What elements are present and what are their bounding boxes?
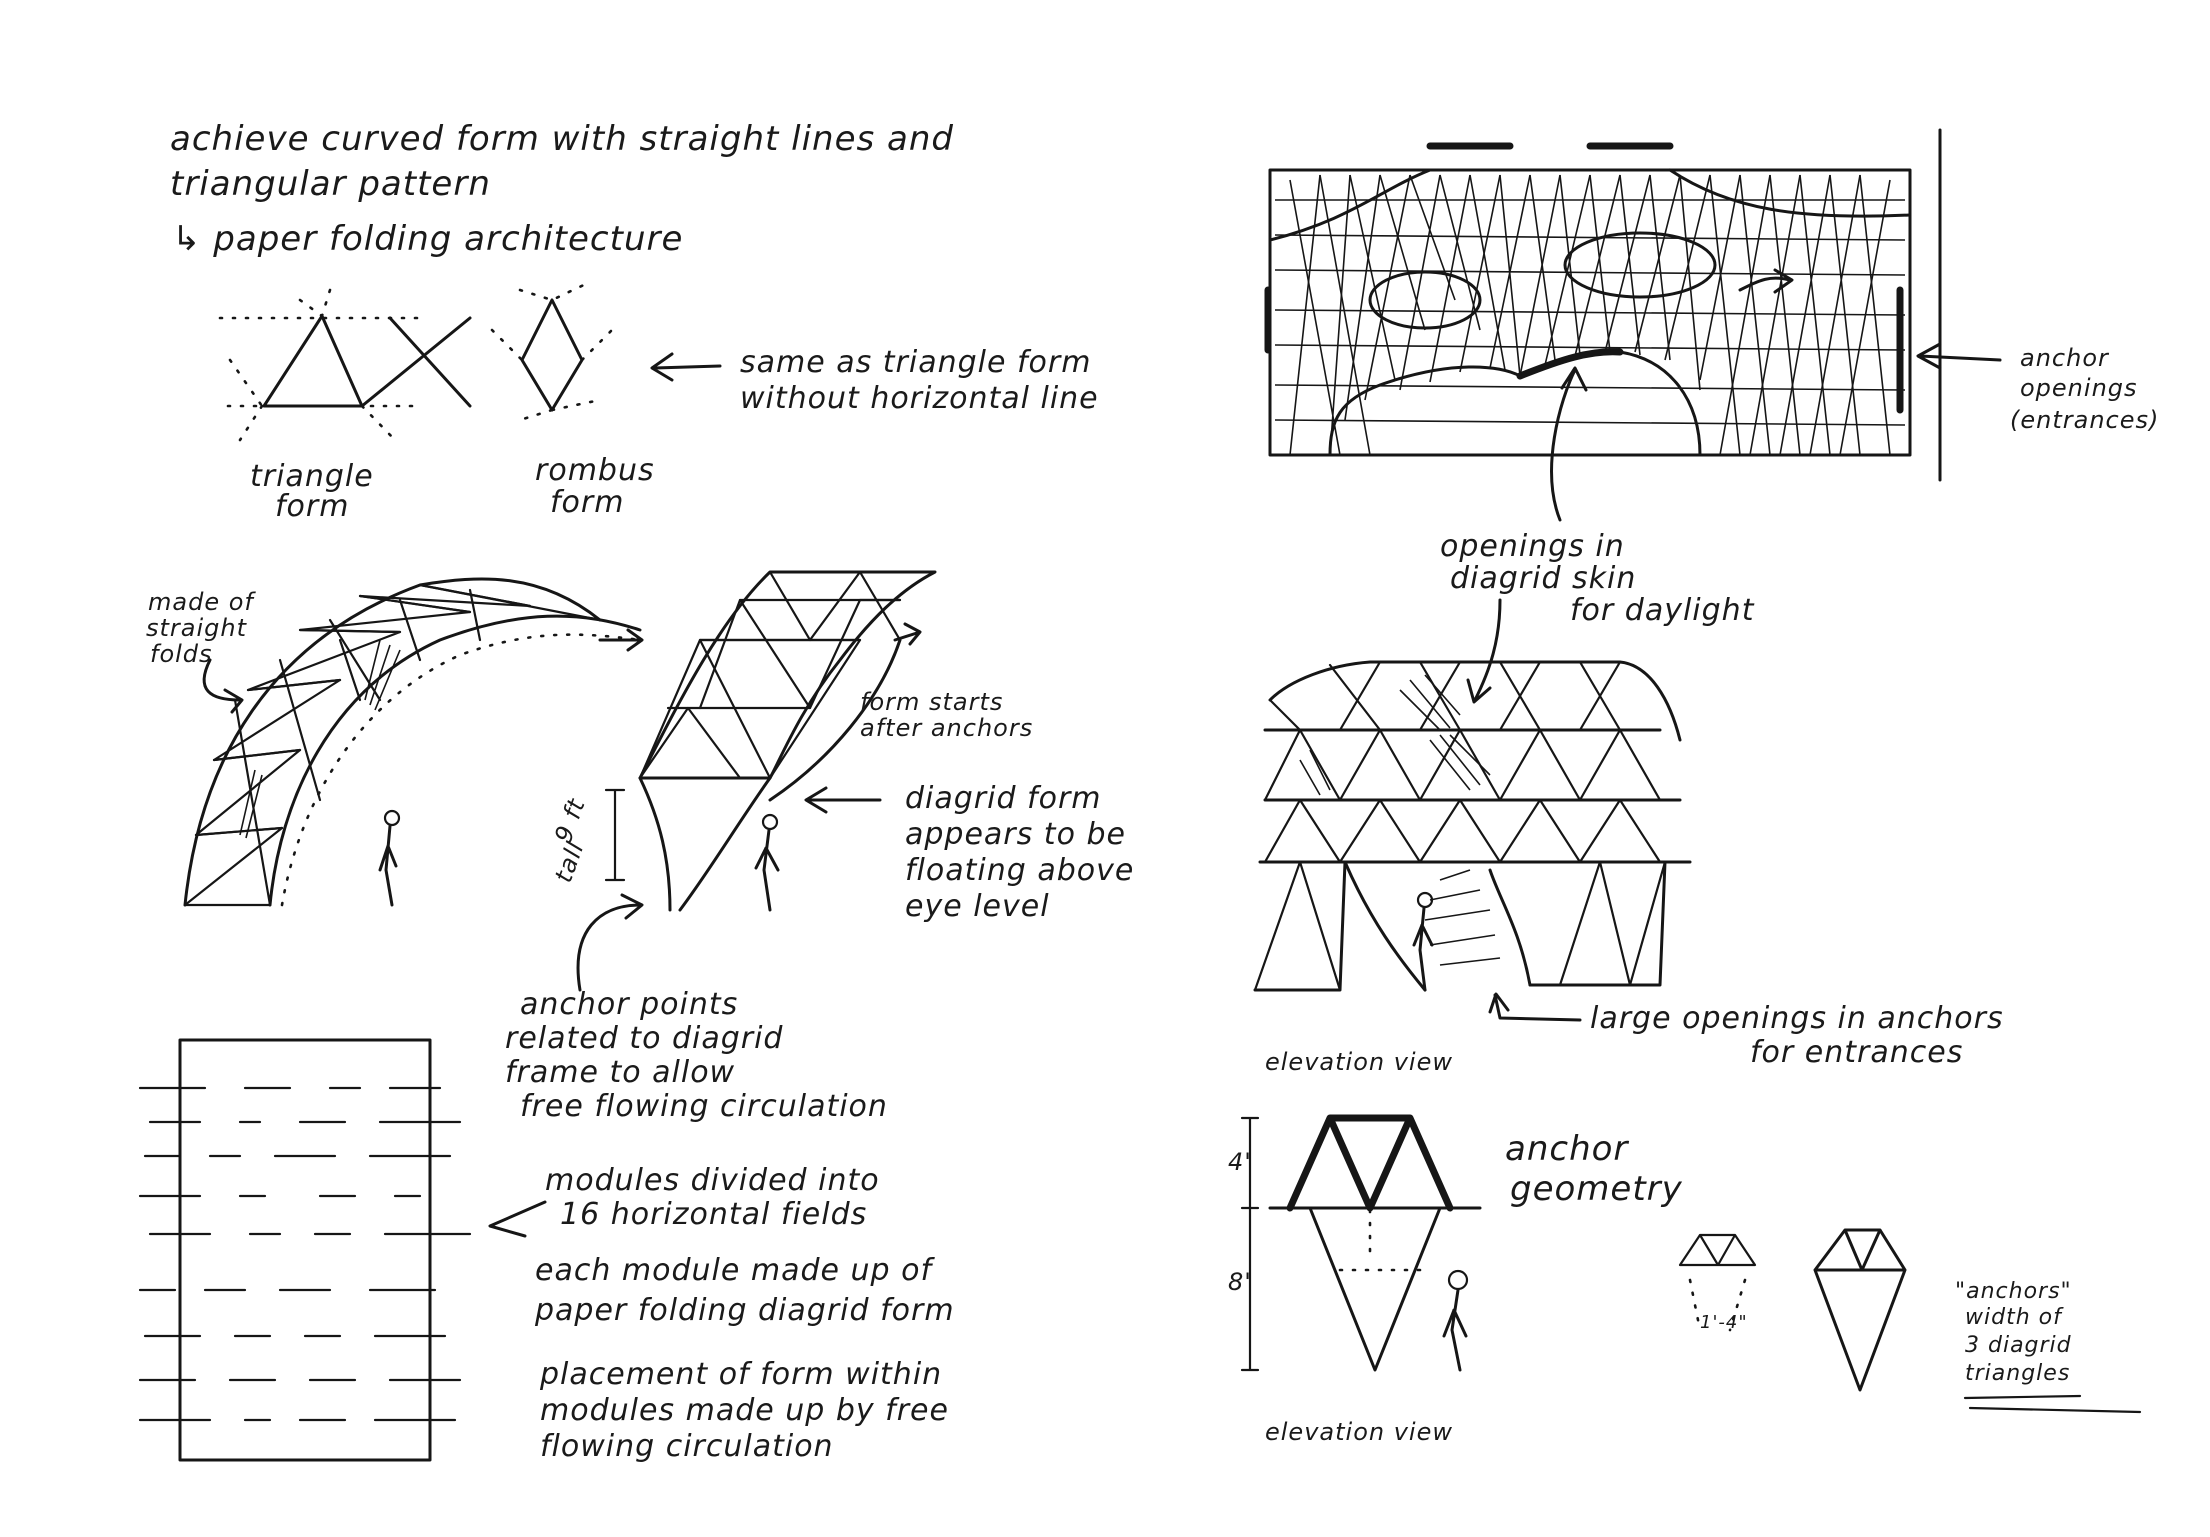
arrow-to-anchor-points (578, 895, 642, 990)
triangle-form-label-2: form (275, 489, 350, 524)
starts-note-2: after anchors (860, 714, 1034, 742)
module-grid (140, 1040, 470, 1460)
float-note-1: diagrid form (905, 781, 1102, 816)
anchor-points-note-4: free flowing circulation (520, 1089, 888, 1124)
placement-note-3: flowing circulation (540, 1429, 834, 1464)
each-module-note-2: paper folding diagrid form (535, 1293, 955, 1328)
skin-openings-note-3: for daylight (1570, 593, 1755, 628)
headline-line-3: ↳ paper folding architecture (172, 219, 684, 259)
elevation-scale-figure (1414, 893, 1432, 990)
anchor-openings-note-3: (entrances) (2010, 406, 2160, 434)
skin-openings-note-2: diagrid skin (1450, 561, 1637, 596)
anchor-small-dim: 1'-4" (1700, 1312, 1748, 1333)
elevation-view-label-1: elevation view (1265, 1048, 1453, 1076)
anchors-underline (1965, 1396, 2140, 1412)
arrow-to-large-openings (1490, 994, 1580, 1020)
arrow-to-module-grid (490, 1202, 545, 1236)
anchor-openings-note-1: anchor (2020, 344, 2109, 372)
rombus-note-line-2: without horizontal line (740, 381, 1099, 416)
headline (170, 119, 954, 259)
anchor-geometry-title-1: anchor (1505, 1129, 1629, 1169)
anchor-points-note-2: related to diagrid (505, 1021, 784, 1056)
folds-note-2: straight (146, 614, 248, 642)
anchor-small-sketch-2 (1815, 1230, 1905, 1390)
strip-height-dimension (549, 790, 624, 886)
anchors-note-2: width of (1965, 1305, 2062, 1330)
float-note-3: floating above (905, 853, 1135, 888)
triangle-form-label: triangle (250, 459, 374, 494)
anchor-dim-bottom: 8' (1228, 1268, 1252, 1296)
float-note-4: eye level (905, 889, 1050, 924)
strip-scale-figure (756, 815, 778, 910)
elevation-view-label-2: elevation view (1265, 1418, 1453, 1446)
height-note-1: 9 ft (549, 794, 591, 847)
placement-note-1: placement of form within (540, 1357, 943, 1392)
arrow-to-plan-opening (1552, 368, 1586, 520)
anchor-scale-figure (1444, 1271, 1467, 1370)
plan-view (1268, 130, 1940, 480)
skin-openings-note-1: openings in (1440, 529, 1625, 564)
large-openings-note-2: for entrances (1750, 1035, 1964, 1070)
anchors-note-1: "anchors" (1955, 1279, 2072, 1304)
modules-note-2: 16 horizontal fields (560, 1197, 868, 1232)
anchor-dim-top: 4' (1228, 1148, 1252, 1176)
triangle-form-sketch (220, 290, 470, 440)
elevation-view-diagrid (1255, 662, 1690, 990)
arrow-to-strip (806, 788, 880, 812)
large-openings-note-1: large openings in anchors (1590, 1001, 2004, 1036)
rombus-note-line-1: same as triangle form (740, 345, 1092, 380)
anchor-points-note-3: frame to allow (505, 1055, 736, 1090)
anchors-note-3: 3 diagrid (1965, 1333, 2072, 1358)
arrow-to-anchor-openings (1918, 344, 2000, 368)
folds-note-1: made of (148, 588, 254, 616)
each-module-note-1: each module made up of (535, 1253, 932, 1288)
placement-note-2: modules made up by free (540, 1393, 949, 1428)
arrow-to-rombus (652, 354, 720, 380)
anchor-openings-note-2: openings (2020, 374, 2138, 402)
rhombus-form-sketch (492, 282, 612, 420)
float-note-2: appears to be (905, 817, 1126, 852)
folds-note-3: folds (150, 640, 213, 668)
headline-line-1: achieve curved form with straight lines and (170, 119, 954, 159)
arch-scale-figure (380, 811, 399, 905)
modules-note-1: modules divided into (545, 1163, 880, 1198)
arrow-to-daylight-opening (1468, 600, 1500, 702)
anchor-small-sketch-1 (1680, 1235, 1755, 1333)
anchor-geometry-title-2: geometry (1510, 1169, 1683, 1209)
starts-note-1: form starts (860, 688, 1004, 716)
rombus-form-label-2: form (550, 485, 625, 520)
headline-line-2: triangular pattern (170, 164, 491, 204)
anchors-note-4: triangles (1965, 1361, 2071, 1386)
rombus-form-label: rombus (535, 453, 655, 488)
height-note-2: tall (549, 837, 590, 887)
anchor-points-note-1: anchor points (520, 987, 739, 1022)
